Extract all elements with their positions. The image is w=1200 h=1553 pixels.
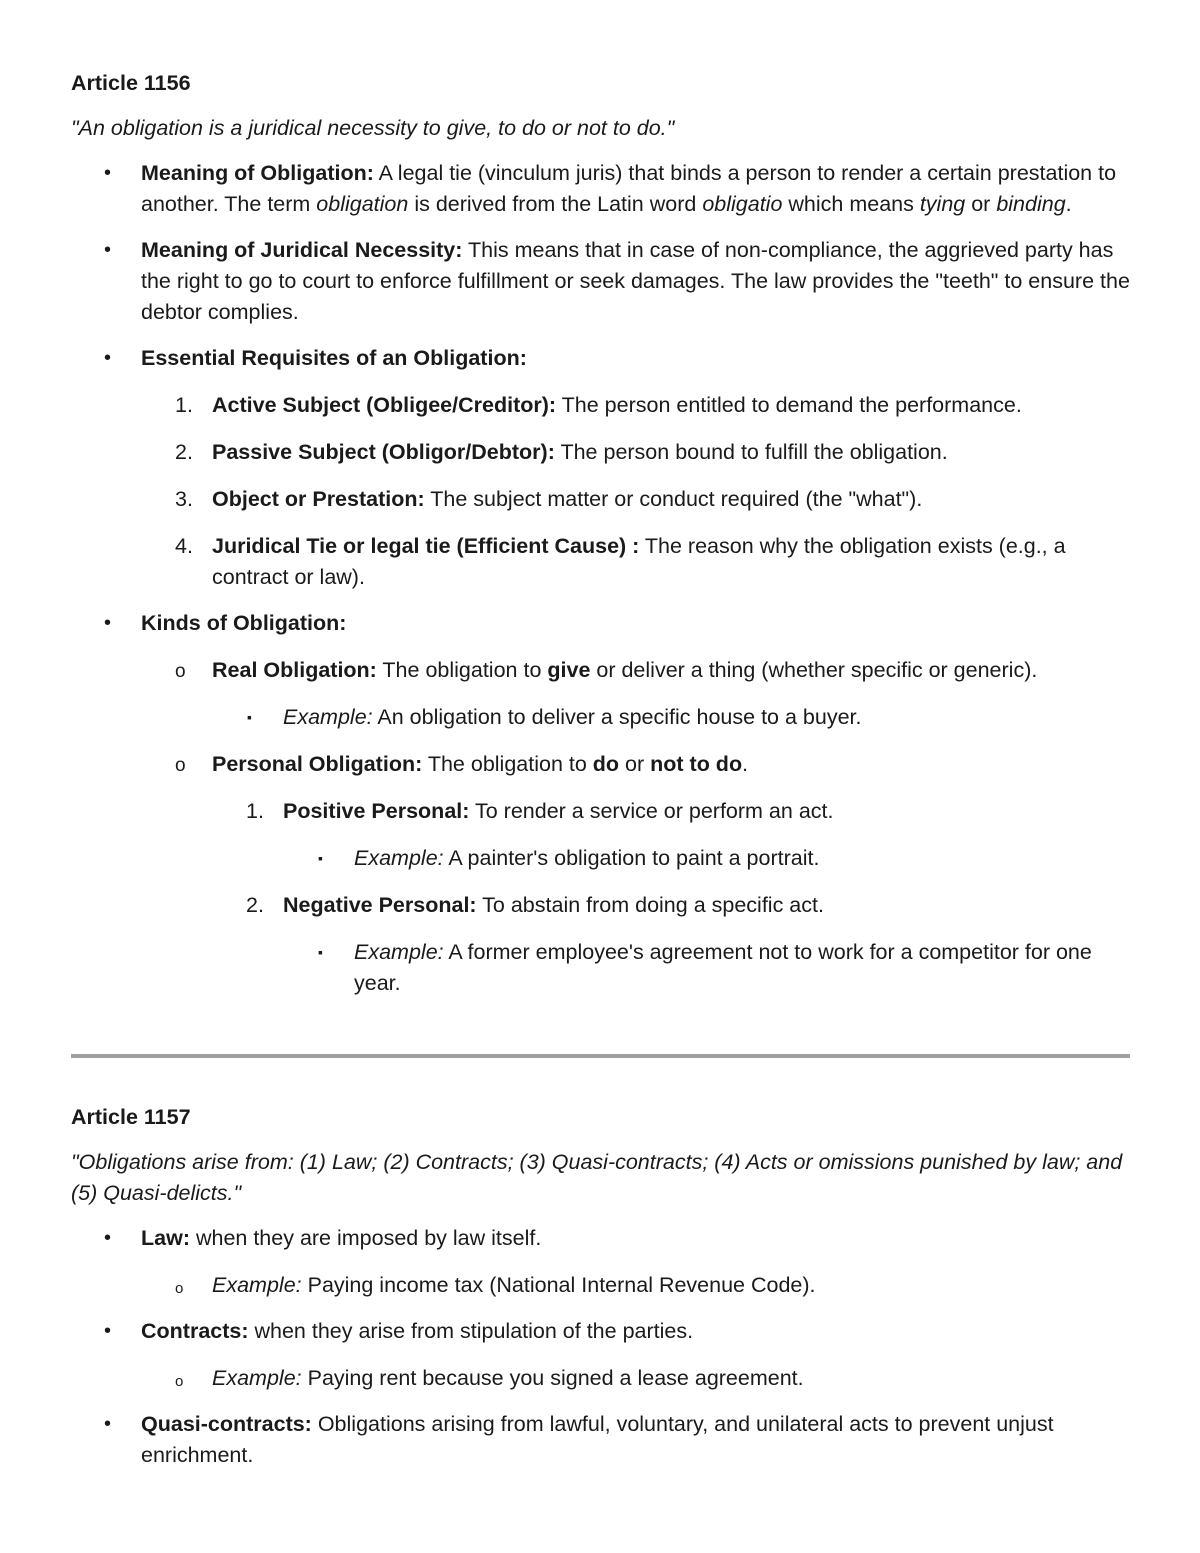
requisite-item <box>71 484 1131 515</box>
bullet-marker: • <box>104 162 112 184</box>
article-1156-section <box>71 68 1131 999</box>
requisite-item <box>71 531 1131 593</box>
text-run: To abstain from doing a specific act. <box>476 893 824 917</box>
list-item-meaning-obligation <box>71 158 1131 220</box>
text-run: The person entitled to demand the performance. <box>556 393 1022 417</box>
circle-marker: o <box>175 661 186 682</box>
text-run: This means that in case of non-compliance, the aggrieved party has the right to go to court to enforce fulfillment or seek damages. The law provides the "teeth" to ensure the debtor complies. <box>141 238 1130 324</box>
example-label: Example: <box>354 940 444 964</box>
bold-term: not to do <box>650 752 743 776</box>
text-run: The obligation to <box>376 658 548 682</box>
bold-term: give <box>547 658 591 682</box>
text-run: when they arise from stipulation of the parties. <box>248 1319 694 1343</box>
list-item-contracts-example <box>71 1363 1131 1394</box>
text-run: Obligations arising from lawful, voluntary, and unilateral acts to prevent unjust enrichment. <box>141 1412 1054 1467</box>
meaning-obligation-label: Meaning of Obligation: <box>141 161 374 185</box>
text-run: A former employee's agreement not to work for a competitor for one year. <box>354 940 1092 995</box>
circle-marker: o <box>175 1280 184 1297</box>
text-run: An obligation to deliver a specific house to a buyer. <box>372 705 862 729</box>
bullet-marker: • <box>104 1227 112 1249</box>
list-item-contracts <box>71 1316 1131 1347</box>
circle-marker: o <box>175 755 186 776</box>
example-label: Example: <box>212 1366 302 1390</box>
requisite-item <box>71 390 1131 421</box>
list-item-personal-obligation <box>71 749 1131 780</box>
italic-term: obligatio <box>702 192 783 216</box>
list-item-law-example <box>71 1270 1131 1301</box>
bullet-marker: • <box>104 239 112 261</box>
text-run: or <box>965 192 997 216</box>
requisites-list <box>71 390 1131 593</box>
negative-personal-label: Negative Personal: <box>283 893 477 917</box>
text-run: . <box>742 752 749 776</box>
example-label: Example: <box>283 705 373 729</box>
number-marker: 4. <box>175 534 193 558</box>
text-run: A legal tie (vinculum juris) that binds a person to render a certain prestation to another. The term <box>141 161 1117 216</box>
number-marker: 1. <box>246 799 264 823</box>
article-1156-list <box>71 158 1131 374</box>
italic-term: binding <box>996 192 1066 216</box>
italic-term: tying <box>919 192 966 216</box>
requisite-label: Juridical Tie or legal tie (Efficient Cause) : <box>212 534 640 558</box>
example-label: Example: <box>354 846 444 870</box>
list-item-requisites <box>71 343 1131 374</box>
text-run: The person bound to fulfill the obligation. <box>554 440 948 464</box>
real-obligation-label: Real Obligation: <box>212 658 377 682</box>
text-run: . <box>1065 192 1072 216</box>
text-run: The subject matter or conduct required (the "what"). <box>424 487 923 511</box>
article-1157-section <box>71 1102 1131 1471</box>
article-1156-quote: "An obligation is a juridical necessity to give, to do or not to do." <box>71 116 675 140</box>
list-item-negative-example <box>71 937 1131 999</box>
article-1156-title: Article 1156 <box>71 71 191 95</box>
article-1157-title: Article 1157 <box>71 1105 191 1129</box>
list-item-positive-example <box>71 843 1131 874</box>
text-run: Paying rent because you signed a lease agreement. <box>301 1366 804 1390</box>
text-run: is derived from the Latin word <box>408 192 703 216</box>
list-item-real-example <box>71 702 1131 733</box>
list-item-quasi-contracts <box>71 1409 1131 1471</box>
text-run: To render a service or perform an act. <box>469 799 834 823</box>
text-run: which means <box>782 192 920 216</box>
bullet-marker: • <box>104 1320 112 1342</box>
bullet-marker: • <box>104 612 112 634</box>
list-item-kinds <box>71 608 1131 639</box>
article-1157-quote: "Obligations arise from: (1) Law; (2) Contracts; (3) Quasi-contracts; (4) Acts or omissions punished by law; and (5) Quasi-delicts." <box>71 1150 1123 1205</box>
text-run: The obligation to <box>422 752 593 776</box>
number-marker: 3. <box>175 487 193 511</box>
requisites-label: Essential Requisites of an Obligation: <box>141 346 527 370</box>
requisite-label: Object or Prestation: <box>212 487 425 511</box>
requisite-label: Active Subject (Obligee/Creditor): <box>212 393 557 417</box>
personal-obligation-label: Personal Obligation: <box>212 752 423 776</box>
positive-personal-label: Positive Personal: <box>283 799 470 823</box>
list-item-negative-personal <box>71 890 1131 921</box>
bullet-marker: • <box>104 347 112 369</box>
list-item-positive-personal <box>71 796 1131 827</box>
horizontal-divider <box>71 1054 1130 1058</box>
bullet-marker: • <box>104 1413 112 1435</box>
text-run: Paying income tax (National Internal Revenue Code). <box>301 1273 816 1297</box>
list-item-law <box>71 1223 1131 1254</box>
bold-term: do <box>592 752 620 776</box>
kinds-list <box>71 608 1131 999</box>
number-marker: 1. <box>175 393 193 417</box>
kinds-label: Kinds of Obligation: <box>141 611 347 635</box>
requisite-item <box>71 437 1131 468</box>
italic-term: obligation <box>316 192 409 216</box>
text-run: A painter's obligation to paint a portrait. <box>443 846 820 870</box>
text-run: The reason why the obligation exists (e.g., a contract or law). <box>212 534 1066 589</box>
text-run: or deliver a thing (whether specific or generic). <box>590 658 1038 682</box>
meaning-juridical-label: Meaning of Juridical Necessity: <box>141 238 463 262</box>
circle-marker: o <box>175 1373 184 1390</box>
article-1157-list <box>71 1223 1131 1471</box>
example-label: Example: <box>212 1273 302 1297</box>
number-marker: 2. <box>175 440 193 464</box>
text-run: when they are imposed by law itself. <box>189 1226 542 1250</box>
law-label: Law: <box>141 1226 190 1250</box>
list-item-real-obligation <box>71 655 1131 686</box>
square-marker: ▪ <box>247 709 252 725</box>
list-item-meaning-juridical <box>71 235 1131 328</box>
quasi-contracts-label: Quasi-contracts: <box>141 1412 312 1436</box>
square-marker: ▪ <box>318 850 323 866</box>
text-run: or <box>619 752 651 776</box>
contracts-label: Contracts: <box>141 1319 249 1343</box>
number-marker: 2. <box>246 893 264 917</box>
square-marker: ▪ <box>318 944 323 960</box>
requisite-label: Passive Subject (Obligor/Debtor): <box>212 440 555 464</box>
